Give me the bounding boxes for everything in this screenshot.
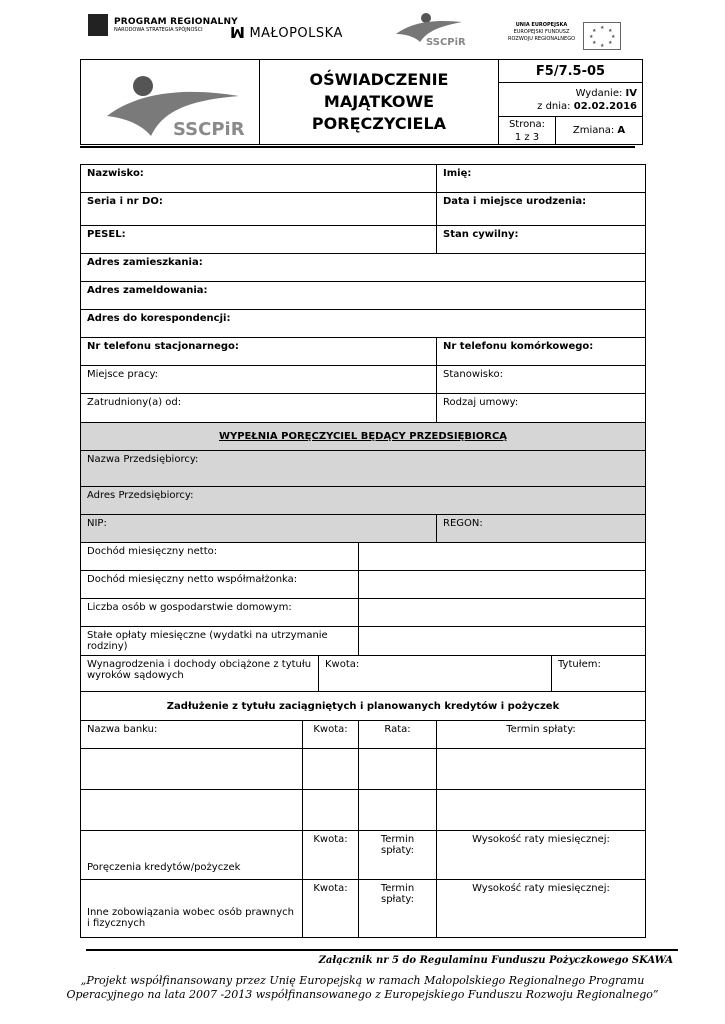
ue-line-2: EUROPEJSKI FUNDUSZ xyxy=(513,29,570,35)
spouse-income-label: Dochód miesięczny netto współmałżonka: xyxy=(81,571,359,599)
document-header xyxy=(80,59,643,145)
surname-field[interactable]: Nazwisko: xyxy=(81,165,437,193)
attachment-note: Załącznik nr 5 do Regulaminu Funduszu Pożyczkowego SKAWA xyxy=(318,955,673,966)
birth-field[interactable]: Data i miejsce urodzenia: xyxy=(437,193,646,226)
guarantees-repayment-field[interactable]: Termin spłaty: xyxy=(359,831,437,880)
garnishment-label: Wynagrodzenia i dochody obciążone z tytułu wyroków sądowych xyxy=(81,656,319,692)
company-name-field[interactable]: Nazwa Przedsiębiorcy: xyxy=(81,451,646,487)
document-title-cell xyxy=(260,60,499,145)
guarantees-installment-field[interactable]: Wysokość raty miesięcznej: xyxy=(437,831,646,880)
program-regionalny-logo xyxy=(88,14,238,36)
first-name-field[interactable]: Imię: xyxy=(437,165,646,193)
household-size-label: Liczba osób w gospodarstwie domowym: xyxy=(81,599,359,627)
ue-line-1: UNIA EUROPEJSKA xyxy=(515,22,568,28)
project-line-1: „Projekt współfinansowany przez Unię Europejską w ramach Małopolskiego Regionalnego Programu xyxy=(80,974,645,987)
malopolska-text: MAŁOPOLSKA xyxy=(249,25,343,41)
malopolska-logo xyxy=(230,24,343,42)
sscpir-small-logo xyxy=(390,12,470,48)
mobile-field[interactable]: Nr telefonu komórkowego: xyxy=(437,338,646,366)
installment-input[interactable] xyxy=(359,749,437,790)
fixed-costs-label: Stałe opłaty miesięczne (wydatki na utrzymanie rodziny) xyxy=(81,627,359,656)
other-liabilities-label: Inne zobowiązania wobec osób prawnych i fizycznych xyxy=(81,880,303,938)
bank-name-input[interactable] xyxy=(81,749,303,790)
installment-header: Rata: xyxy=(359,721,437,749)
page-value: 1 z 3 xyxy=(514,131,540,143)
employed-since-field[interactable]: Zatrudniony(a) od: xyxy=(81,394,437,423)
installment-input[interactable] xyxy=(359,790,437,831)
page-cell xyxy=(499,117,556,145)
page-label: Strona: xyxy=(508,118,546,130)
title-line-2: MAJĄTKOWE xyxy=(323,92,435,111)
civil-status-field[interactable]: Stan cywilny: xyxy=(437,226,646,254)
workplace-field[interactable]: Miejsce pracy: xyxy=(81,366,437,394)
contract-type-field[interactable]: Rodzaj umowy: xyxy=(437,394,646,423)
bank-name-input[interactable] xyxy=(81,790,303,831)
residence-address-field[interactable]: Adres zamieszkania: xyxy=(81,254,646,282)
date-value: 02.02.2016 xyxy=(573,100,637,112)
edition-value: IV xyxy=(625,87,637,99)
id-series-field[interactable]: Seria i nr DO: xyxy=(81,193,437,226)
edition-cell xyxy=(499,83,643,117)
change-value: A xyxy=(617,125,626,137)
header-logo-cell xyxy=(81,60,260,145)
logo-strip xyxy=(0,0,725,58)
document-code: F5/7.5-05 xyxy=(499,60,643,83)
garnishment-title-field[interactable]: Tytułem: xyxy=(552,656,646,692)
repayment-date-header: Termin spłaty: xyxy=(437,721,646,749)
landline-field[interactable]: Nr telefonu stacjonarnego: xyxy=(81,338,437,366)
project-note xyxy=(0,974,725,1002)
ue-line-3: ROZWOJU REGIONALNEGO xyxy=(508,36,576,42)
spouse-income-input[interactable] xyxy=(359,571,646,599)
other-amount-field[interactable]: Kwota: xyxy=(303,880,359,938)
position-field[interactable]: Stanowisko: xyxy=(437,366,646,394)
nip-field[interactable]: NIP: xyxy=(81,515,437,543)
ue-logo-text xyxy=(508,22,575,43)
eu-flag-icon: ★ ★ ★ ★ ★ ★ ★ ★ xyxy=(583,22,621,50)
net-income-input[interactable] xyxy=(359,543,646,571)
guarantor-form xyxy=(80,164,646,938)
bank-amount-input[interactable] xyxy=(303,790,359,831)
guarantees-amount-field[interactable]: Kwota: xyxy=(303,831,359,880)
sscpir-small-text: SSCPiR xyxy=(426,37,466,48)
other-repayment-field[interactable]: Termin spłaty: xyxy=(359,880,437,938)
change-label: Zmiana: xyxy=(572,125,615,137)
registered-address-field[interactable]: Adres zameldowania: xyxy=(81,282,646,310)
net-income-label: Dochód miesięczny netto: xyxy=(81,543,359,571)
program-subtitle: NARODOWA STRATEGIA SPÓJNOŚCI xyxy=(114,27,203,33)
company-address-field[interactable]: Adres Przedsiębiorcy: xyxy=(81,487,646,515)
edition-label: Wydanie: xyxy=(575,87,623,99)
program-regionalny-emblem xyxy=(88,14,108,36)
bank-name-header: Nazwa banku: xyxy=(81,721,303,749)
household-size-input[interactable] xyxy=(359,599,646,627)
date-label: z dnia: xyxy=(537,100,571,112)
project-line-2: Operacyjnego na lata 2007 -2013 współfinansowanego z Europejskiego Funduszu Rozwoju Regionalnego” xyxy=(66,988,659,1001)
malopolska-emblem-icon: ꟽ xyxy=(230,24,246,42)
correspondence-address-field[interactable]: Adres do korespondencji: xyxy=(81,310,646,338)
entrepreneur-section-heading: WYPEŁNIA PORĘCZYCIEL BĘDĄCY PRZEDSIĘBIORCĄ xyxy=(81,423,646,451)
header-divider xyxy=(80,146,635,148)
bank-amount-header: Kwota: xyxy=(303,721,359,749)
other-installment-field[interactable]: Wysokość raty miesięcznej: xyxy=(437,880,646,938)
regon-field[interactable]: REGON: xyxy=(437,515,646,543)
repayment-date-input[interactable] xyxy=(437,749,646,790)
sscpir-logo xyxy=(81,60,259,140)
fixed-costs-input[interactable] xyxy=(359,627,646,656)
garnishment-amount-field[interactable]: Kwota: xyxy=(319,656,552,692)
title-line-3: PORĘCZYCIELA xyxy=(311,114,447,133)
guarantees-label: Poręczenia kredytów/pożyczek xyxy=(81,831,303,880)
pesel-field[interactable]: PESEL: xyxy=(81,226,437,254)
footer-divider xyxy=(86,949,678,951)
bank-amount-input[interactable] xyxy=(303,749,359,790)
debt-section-heading: Zadłużenie z tytułu zaciągniętych i planowanych kredytów i pożyczek xyxy=(81,692,646,721)
change-cell xyxy=(556,117,643,145)
sscpir-logo-text: SSCPiR xyxy=(173,119,245,140)
title-line-1: OŚWIADCZENIE xyxy=(309,70,449,89)
repayment-date-input[interactable] xyxy=(437,790,646,831)
program-title: PROGRAM REGIONALNY xyxy=(114,17,238,27)
